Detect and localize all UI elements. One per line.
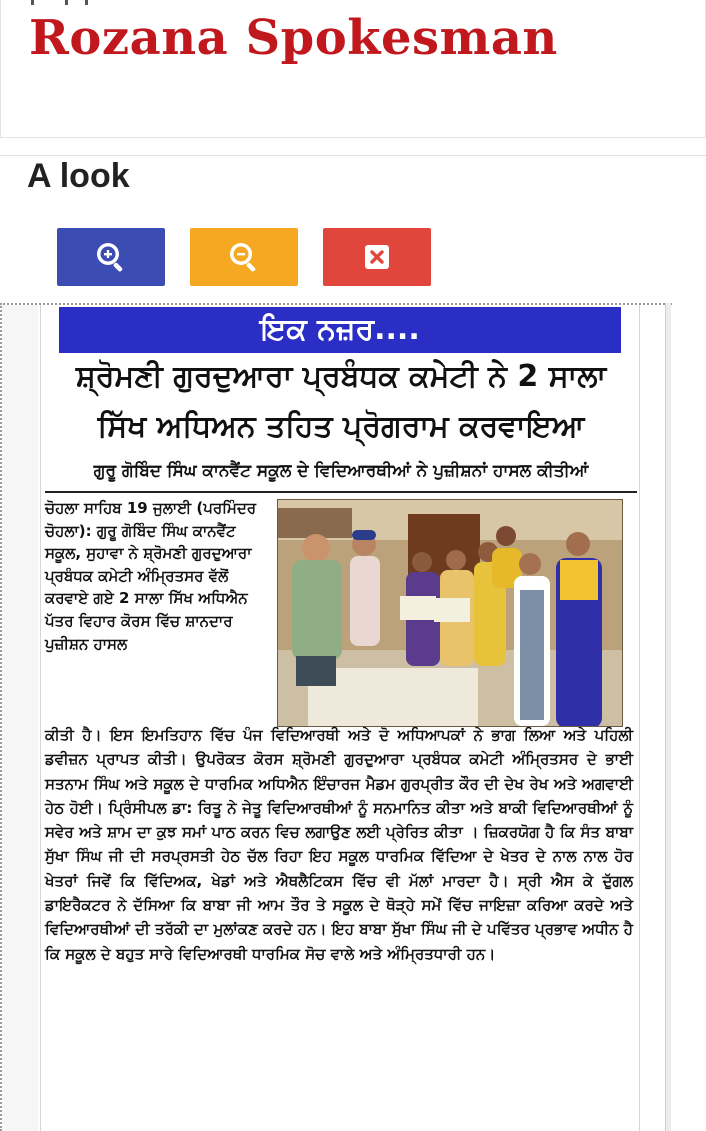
viewer-gutter — [2, 305, 38, 1131]
viewer-scrollbar[interactable] — [665, 303, 671, 1131]
header-divider — [0, 155, 706, 156]
clipping-subheadline: ਗੁਰੂ ਗੋਬਿੰਦ ਸਿੰਘ ਕਾਨਵੈਂਟ ਸਕੂਲ ਦੇ ਵਿਦਿਆਰਥੀਆਂ ਨੇ ਪੁਜ਼ੀਸ਼ਨਾਂ ਹਾਸਲ ਕੀਤੀਆਂ — [93, 461, 589, 481]
masthead — [0, 0, 706, 138]
news-photo-illustration — [278, 500, 623, 727]
clipping-headline-line-1: ਸ਼੍ਰੋਮਣੀ ਗੁਰਦੁਆਰਾ ਪ੍ਰਬੰਧਕ ਕਮੇਟੀ ਨੇ 2 ਸਾਲਾ — [75, 359, 607, 394]
page-title: A look — [27, 157, 130, 195]
zoom-in-icon — [94, 240, 128, 274]
clipping-intro-text: ਚੋਹਲਾ ਸਾਹਿਬ 19 ਜੁਲਾਈ (ਪਰਮਿੰਦਰ ਚੋਹਲਾ): ਗੁਰੂ ਗੋਬਿੰਦ ਸਿੰਘ ਕਾਨਵੈਂਟ ਸਕੂਲ, ਸੁਹਾਵਾ ਨੇ ਸ਼੍ਰੋਮਣੀ ਗੁਰਦੁਆਰਾ ਪ੍ਰਬੰਧਕ ਕਮੇਟੀ ਅੰਮ੍ਰਿਤਸਰ ਵੱਲੋਂ ਕਰਵਾਏ ਗਏ 2 ਸਾਲਾ ਸਿੱਖ ਅਧਿਐਨ ਪੱਤਰ ਵਿਹਾਰ ਕੋਰਸ ਵਿੱਚ ਸ਼ਾਨਦਾਰ ਪੁਜ਼ੀਸ਼ਨ ਹਾਸਲ — [45, 499, 257, 653]
close-icon — [364, 244, 390, 270]
close-button[interactable] — [323, 228, 431, 286]
site-logo[interactable]: Rozana Spokesman — [29, 10, 558, 66]
clipping-banner: ਇਕ ਨਜ਼ਰ.... — [59, 307, 621, 353]
news-photo — [277, 499, 623, 727]
clipping-headline-line-2: ਸਿੱਖ ਅਧਿਅਨ ਤਹਿਤ ਪ੍ਰੋਗਰਾਮ ਕਰਵਾਇਆ — [97, 409, 585, 444]
masthead-top-marks — [31, 0, 91, 6]
newspaper-clipping — [40, 305, 640, 1131]
zoom-in-button[interactable] — [57, 228, 165, 286]
zoom-out-button[interactable] — [190, 228, 298, 286]
clipping-body-text: ਕੀਤੀ ਹੈ। ਇਸ ਇਮਤਿਹਾਨ ਵਿੱਚ ਪੰਜ ਵਿਦਿਆਰਥੀ ਅਤੇ ਦੋ ਅਧਿਆਪਕਾਂ ਨੇ ਭਾਗ ਲਿਆ ਅਤੇ ਪਹਿਲੀ ਡਵੀਜ਼ਨ ਪ੍ਰਾਪਤ ਕੀਤੀ। ਉਪਰੋਕਤ ਕੋਰਸ ਸ਼੍ਰੋਮਣੀ ਗੁਰਦੁਆਰਾ ਪ੍ਰਬੰਧਕ ਕਮੇਟੀ ਅੰਮ੍ਰਿਤਸਰ ਦੇ ਭਾਈ ਸਤਨਾਮ ਸਿੰਘ ਅਤੇ ਸਕੂਲ ਦੇ ਧਾਰਮਿਕ ਅਧਿਐਨ ਇੰਚਾਰਜ ਮੈਡਮ ਗੁਰਪ੍ਰੀਤ ਕੌਰ ਦੀ ਦੇਖ ਰੇਖ ਅਤੇ ਅਗਵਾਈ ਹੇਠ ਹੋਈ। ਪ੍ਰਿੰਸੀਪਲ ਡਾ: ਰਿਤੂ ਨੇ ਜੇਤੂ ਵਿਦਿਆਰਥੀਆਂ ਨੂੰ ਸਨਮਾਨਿਤ ਕੀਤਾ ਅਤੇ ਬਾਕੀ ਵਿਦਿਆਰਥੀਆਂ ਨੂੰ ਸਵੇਰ ਅਤੇ ਸ਼ਾਮ ਦਾ ਕੁਝ ਸਮਾਂ ਪਾਠ ਕਰਨ ਵਿਚ ਲਗਾਉਣ ਲਈ ਪ੍ਰੇਰਿਤ ਕੀਤਾ । ਜ਼ਿਕਰਯੋਗ ਹੈ ਕਿ ਸੰਤ ਬਾਬਾ ਸੁੱਖਾ ਸਿੰਘ ਜੀ ਦੀ ਸਰਪ੍ਰਸਤੀ ਹੇਠ ਚੱਲ ਰਿਹਾ ਇਹ ਸਕੂਲ ਧਾਰਮਿਕ ਵਿੱਦਿਆ ਦੇ ਖੇਤਰ ਦੇ ਨਾਲ ਨਾਲ ਹੋਰ ਖੇਤਰਾਂ ਜਿਵੇਂ ਕਿ ਵਿੱਦਿਅਕ, ਖੇਡਾਂ ਅਤੇ ਐਥਲੈਟਿਕਸ ਵਿੱਚ ਵੀ ਮੱਲਾਂ ਮਾਰਦਾ ਹੈ। ਸ੍ਰੀ ਐਸ ਕੇ ਦੁੱਗਲ ਡਾਇਰੈਕਟਰ ਨੇ ਦੱਸਿਆ ਕਿ ਬਾਬਾ ਜੀ ਆਮ ਤੌਰ ਤੇ ਸਕੂਲ ਦੇ ਥੋੜ੍ਹੇ ਸਮੇਂ ਵਿੱਚ ਜਾਇਜ਼ਾ ਕਰਿਆ ਕਰਦੇ ਅਤੇ ਵਿਦਿਆਰਥੀਆਂ ਦੀ ਤਰੱਕੀ ਦਾ ਮੁਲਾਂਕਣ ਕਰਦੇ ਹਨ। ਇਹ ਬਾਬਾ ਸੁੱਖਾ ਸਿੰਘ ਜੀ ਦੇ ਪਵਿੱਤਰ ਪ੍ਰਭਾਵ ਅਧੀਨ ਹੈ ਕਿ ਸਕੂਲ ਦੇ ਬਹੁਤ ਸਾਰੇ ਵਿਦਿਆਰਥੀ ਧਾਰਮਿਕ ਸੋਚ ਵਾਲੇ ਅਤੇ ਅੰਮ੍ਰਿਤਧਾਰੀ ਹਨ। — [45, 726, 633, 963]
clipping-rule — [45, 491, 637, 493]
zoom-out-icon — [227, 240, 261, 274]
